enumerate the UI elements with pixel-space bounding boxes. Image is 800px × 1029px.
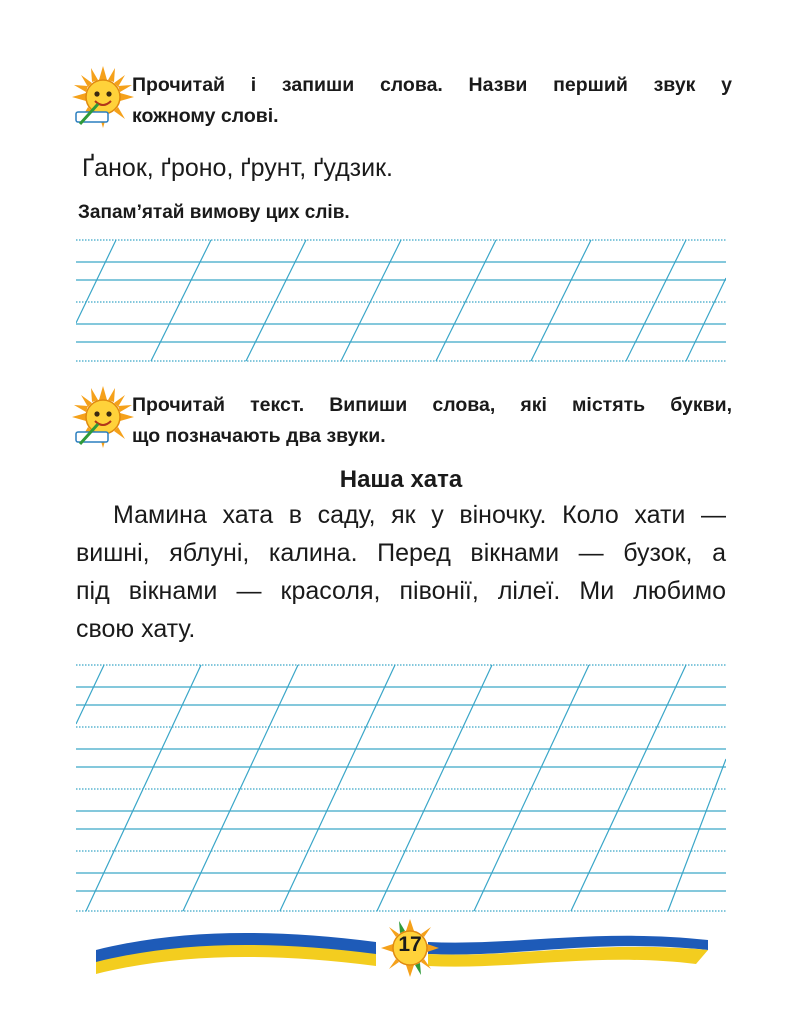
page-number: 17 — [398, 933, 422, 956]
text-line: вишні, яблуні, калина. Перед вікнами — бузок, а — [76, 539, 726, 567]
writing-lines-area-2[interactable] — [76, 659, 726, 915]
sunflower-pencil-icon — [72, 66, 134, 128]
sunflower-pencil-icon — [72, 386, 134, 448]
task2-instruction — [132, 390, 732, 452]
task2-instruction-line1: Прочитай текст. Випиши слова, які містять букви, — [132, 394, 732, 416]
task2-instruction-line2: що позначають два звуки. — [132, 425, 386, 447]
text-line: Мамина хата в саду, як у віночку. Коло хати — — [113, 501, 726, 529]
writing-lines-area-1[interactable] — [76, 233, 726, 363]
task1-instruction-line2: кожному слові. — [132, 105, 279, 127]
task1-words: Ґанок, ґроно, ґрунт, ґудзик. — [82, 154, 393, 182]
task1-instruction-line1: Прочитай і запиши слова. Назви перший звук у — [132, 74, 732, 96]
task1-note: Запам’ятай вимову цих слів. — [78, 202, 350, 223]
task1-instruction — [132, 70, 732, 132]
text-line: свою хату. — [76, 615, 196, 643]
text-title: Наша хата — [339, 466, 463, 493]
text-paragraph — [76, 496, 726, 648]
text-line: під вікнами — красоля, півонії, лілеї. Ми любимо — [76, 577, 726, 605]
